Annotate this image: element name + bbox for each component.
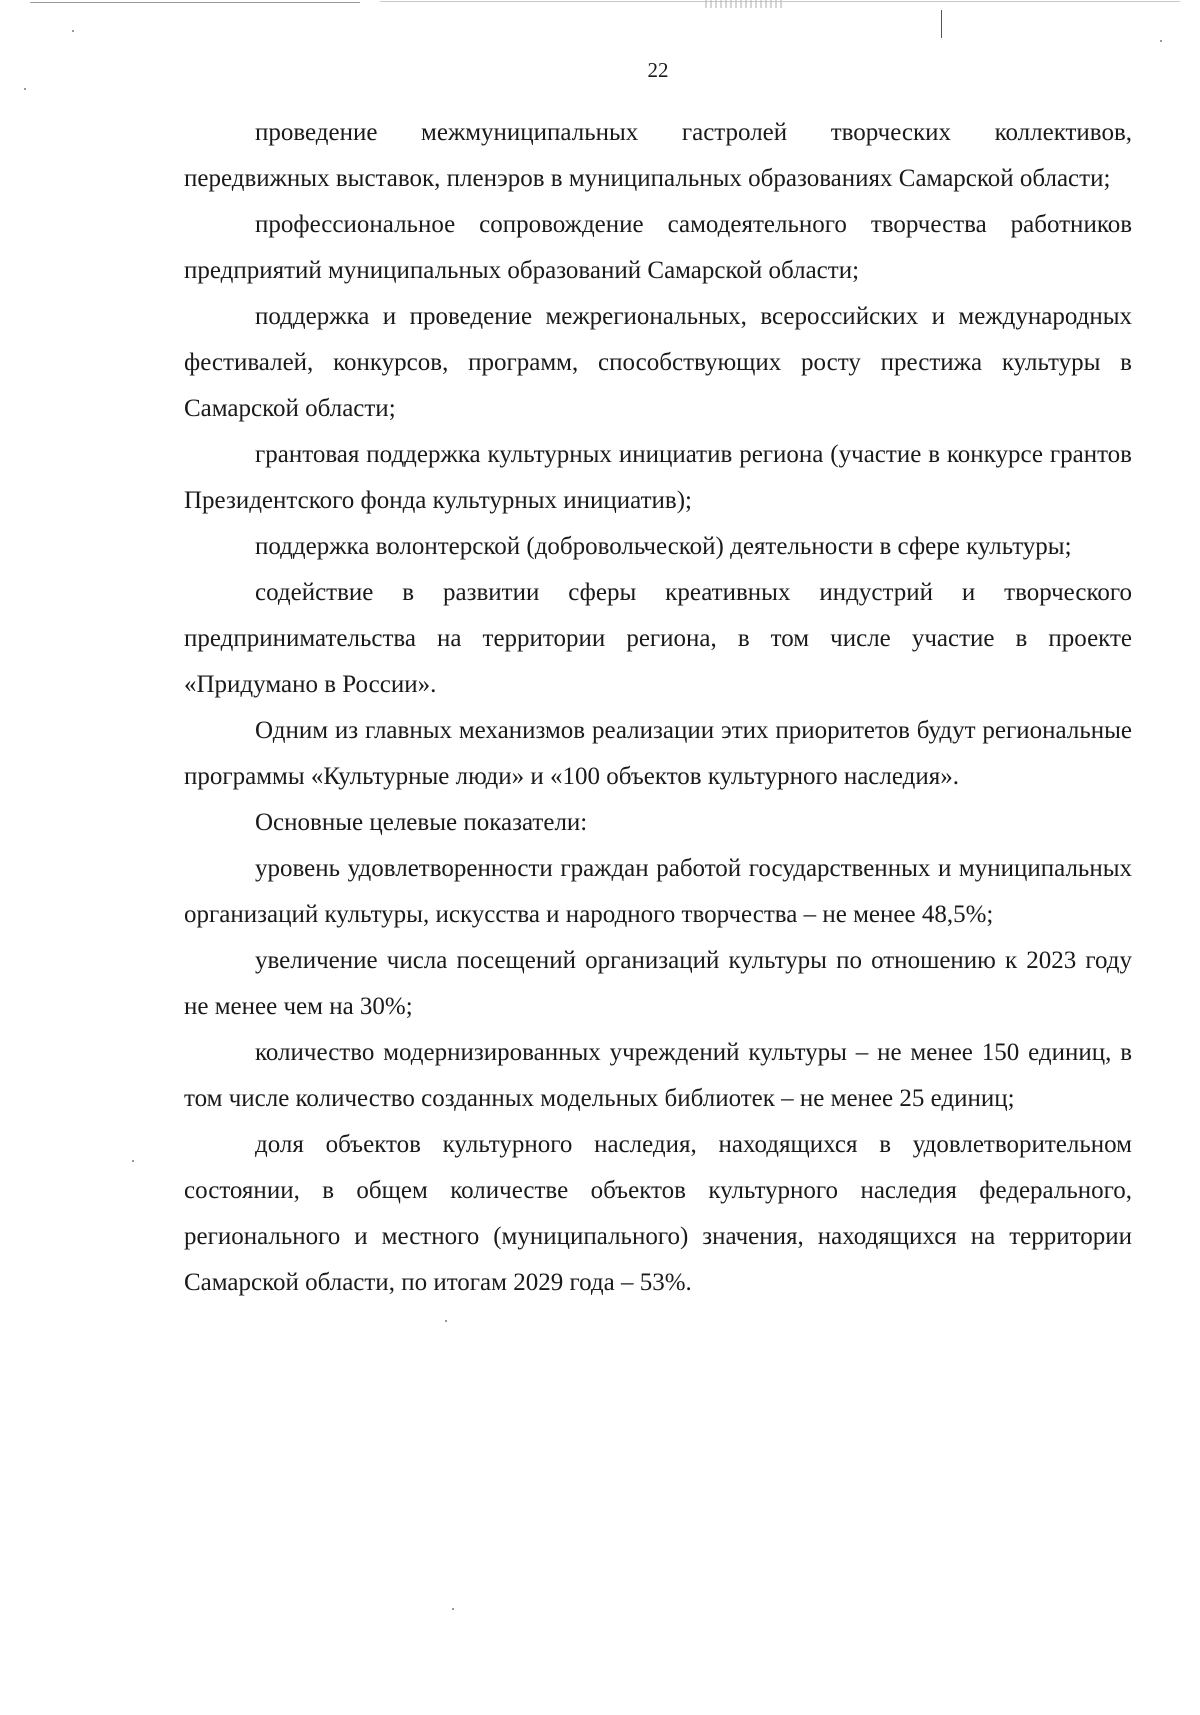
paragraph: профессиональное сопровождение самодеятельного творчества работников предприятий муниципальных образований Самарской области; [184,211,1132,284]
paragraph: увеличение числа посещений организаций культуры по отношению к 2023 году не менее чем на 30%; [184,947,1132,1020]
document-body [184,110,1132,1306]
paragraph: Основные целевые показатели: [255,809,588,836]
scan-speck [24,88,26,90]
scan-edge-line [30,2,360,3]
paragraph: Одним из главных механизмов реализации этих приоритетов будут региональные программы «Культурные люди» и «100 объектов культурного наследия». [184,717,1132,790]
paragraph: поддержка и проведение межрегиональных, всероссийских и международных фестивалей, конкурсов, программ, способствующих росту престижа культуры в Самарской области; [184,303,1132,422]
scan-speck [452,1608,454,1610]
paragraph: уровень удовлетворенности граждан работой государственных и муниципальных организаций культуры, искусства и народного творчества – не менее 48,5%; [184,855,1132,928]
page-number: 22 [647,58,669,82]
scan-mark [941,10,942,38]
scan-smudge [705,0,785,8]
paragraph: количество модернизированных учреждений культуры – не менее 150 единиц, в том числе количество созданных модельных библиотек – не менее 25 единиц; [184,1039,1132,1112]
scan-speck [445,1320,447,1322]
scan-speck [1160,40,1162,42]
paragraph: грантовая поддержка культурных инициатив региона (участие в конкурсе грантов Президентского фонда культурных инициатив); [184,441,1132,514]
paragraph: доля объектов культурного наследия, находящихся в удовлетворительном состоянии, в общем количестве объектов культурного наследия федерального, регионального и местного (муниципального) значения, находящихся на территории Самарской области, по итогам 2029 года – 53%. [184,1131,1132,1296]
scan-speck [72,30,74,32]
scan-speck [132,1160,134,1162]
paragraph: поддержка волонтерской (добровольческой) деятельности в сфере культуры; [255,533,1072,560]
paragraph: содействие в развитии сферы креативных индустрий и творческого предпринимательства на территории региона, в том числе участие в проекте «Придумано в России». [184,579,1132,698]
paragraph: проведение межмуниципальных гастролей творческих коллективов, передвижных выставок, пленэров в муниципальных образованиях Самарской области; [184,119,1132,192]
